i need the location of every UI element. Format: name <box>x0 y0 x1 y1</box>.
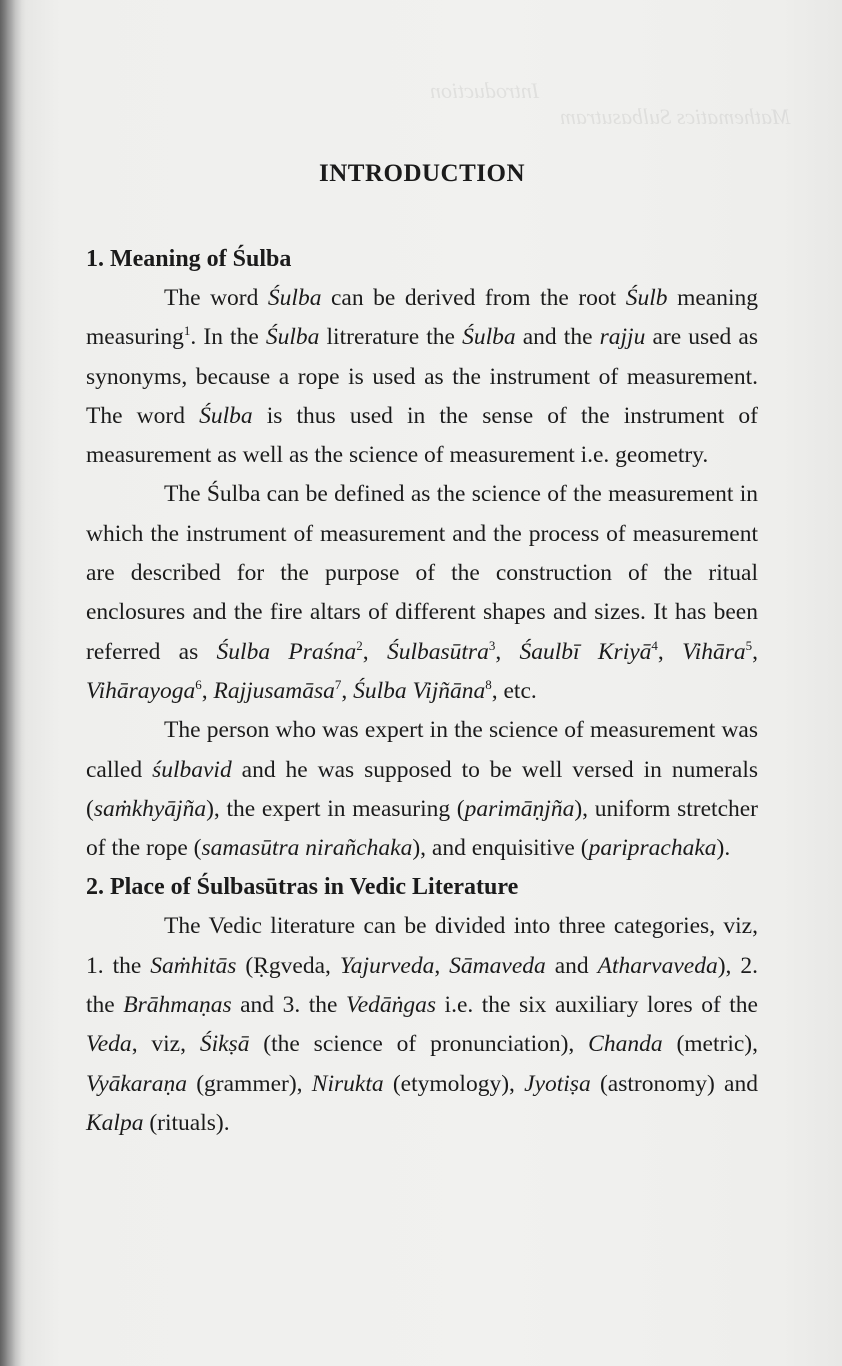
italic-term: pariprachaka <box>588 835 717 862</box>
text-run: , <box>752 638 759 665</box>
section-heading: 1. Meaning of Śulba <box>86 246 292 272</box>
text-run: and he was supposed to be well versed in numerals ( <box>86 756 758 822</box>
italic-term: Vihāra <box>682 638 746 665</box>
text-run: (grammer), <box>186 1070 312 1097</box>
page-title: INTRODUCTION <box>318 160 526 187</box>
footnote-ref: 5 <box>745 637 753 653</box>
text-run: , <box>362 638 387 665</box>
footnote-ref: 1 <box>183 323 191 339</box>
italic-term: samasūtra nirañchaka <box>201 835 413 862</box>
italic-term: Atharvaveda <box>597 952 718 979</box>
italic-term: Veda <box>86 1031 132 1058</box>
italic-term: Śulba <box>265 324 320 351</box>
section-meaning-of-sulba <box>86 240 758 868</box>
text-run: ). <box>716 835 731 862</box>
italic-term: Vihārayoga <box>86 677 196 704</box>
text-run: The person who was expert in the science of measurement was called <box>86 717 758 783</box>
italic-term: Śaulbī Kriyā <box>519 638 652 665</box>
text-run: ), 2. the <box>86 952 758 1019</box>
text-run: , <box>341 677 354 704</box>
footnote-ref: 8 <box>485 677 492 693</box>
italic-term: Kalpa <box>86 1109 144 1136</box>
italic-term: Sāmaveda <box>449 952 546 979</box>
italic-term: Śulba <box>199 402 253 429</box>
text-run: can be derived from the root <box>321 285 626 311</box>
text-run: , viz, <box>131 1031 200 1058</box>
italic-term: Brāhmaṇas <box>123 992 232 1019</box>
text-run: ), uniform stretcher of the rope ( <box>86 795 759 862</box>
text-run: The Vedic literature can be divided into three categories, viz, 1. the <box>86 913 758 979</box>
footnote-ref: 3 <box>488 637 496 653</box>
book-page <box>86 160 758 1143</box>
italic-term: Śulba <box>267 285 322 311</box>
italic-term: Chanda <box>588 1031 663 1058</box>
italic-term: Śulbasūtra <box>386 638 489 665</box>
text-run: The word <box>164 285 268 311</box>
text-run: (rituals). <box>143 1109 230 1136</box>
text-run: , <box>434 952 450 979</box>
book-spine-shadow <box>0 0 26 1366</box>
paragraph <box>86 907 758 1143</box>
italic-term: parimāṇjña <box>464 795 575 822</box>
text-run: is thus used in the sense of the instrument of measurement as well as the science of measurement i.e. geometry. <box>86 402 758 469</box>
italic-term: Śikṣā <box>199 1031 250 1058</box>
italic-term: Śulba Vijñāna <box>353 677 486 704</box>
text-run: (astronomy) and <box>590 1070 758 1097</box>
italic-term: Śulba <box>462 324 516 351</box>
italic-term: Saṁhitās <box>150 952 237 979</box>
text-run: . In the <box>190 324 266 351</box>
text-run: (metric), <box>662 1031 758 1058</box>
italic-term: Jyotiṣa <box>524 1070 591 1097</box>
text-run: , <box>495 638 520 665</box>
text-run: (etymology), <box>383 1070 525 1097</box>
text-run: and the <box>515 324 600 351</box>
text-run: ), the expert in measuring ( <box>206 795 465 822</box>
footnote-ref: 6 <box>195 677 202 693</box>
text-run: (the science of pronunciation), <box>249 1031 589 1058</box>
footnote-ref: 2 <box>356 637 363 653</box>
paragraph <box>86 279 758 475</box>
footnote-ref: 4 <box>651 637 658 653</box>
text-run: The Śulba can be defined as the science of the measurement in which the instrument of measurement and the process of measurement are described for the purpose of the construction of the ritual enclosures and the fire altars of different shapes and sizes. It has been referred as <box>86 481 758 665</box>
text-run: and <box>545 952 598 979</box>
italic-term: Rajjusamāsa <box>213 677 335 704</box>
text-run: meaning measuring <box>86 285 758 351</box>
italic-term: rajju <box>599 324 646 351</box>
paragraph <box>86 711 758 868</box>
text-run: (Ṛgveda, <box>236 952 340 979</box>
italic-term: Nirukta <box>311 1070 384 1097</box>
text-run: , <box>201 677 214 704</box>
italic-term: Śulb <box>625 285 668 311</box>
text-run: and 3. the <box>231 992 346 1019</box>
text-run: , <box>657 638 683 665</box>
section-place-of-sulbasutras <box>86 868 758 1143</box>
italic-term: saṁkhyājña <box>93 795 207 822</box>
text-run: litrerature the <box>319 324 463 351</box>
text-run: are used as synonyms, because a rope is used as the instrument of measurement. The word <box>86 324 758 429</box>
text-run: i.e. the six auxiliary lores of the <box>436 992 758 1019</box>
italic-term: Śulba Praśna <box>216 638 357 665</box>
section-heading: 2. Place of Śulbasūtras in Vedic Literature <box>86 874 519 901</box>
italic-term: Yajurveda <box>339 952 435 979</box>
paragraph <box>86 475 758 711</box>
bleed-through-line-2: Mathematics Sulbasutram <box>560 104 791 129</box>
italic-term: Vedāṅgas <box>345 992 437 1019</box>
italic-term: śulbavid <box>152 756 232 783</box>
italic-term: Vyākaraṇa <box>86 1070 187 1097</box>
footnote-ref: 7 <box>334 677 342 693</box>
text-run: ), and enquisitive ( <box>412 835 589 862</box>
bleed-through-line-1: Introduction <box>430 78 540 103</box>
text-run: , etc. <box>491 677 537 704</box>
